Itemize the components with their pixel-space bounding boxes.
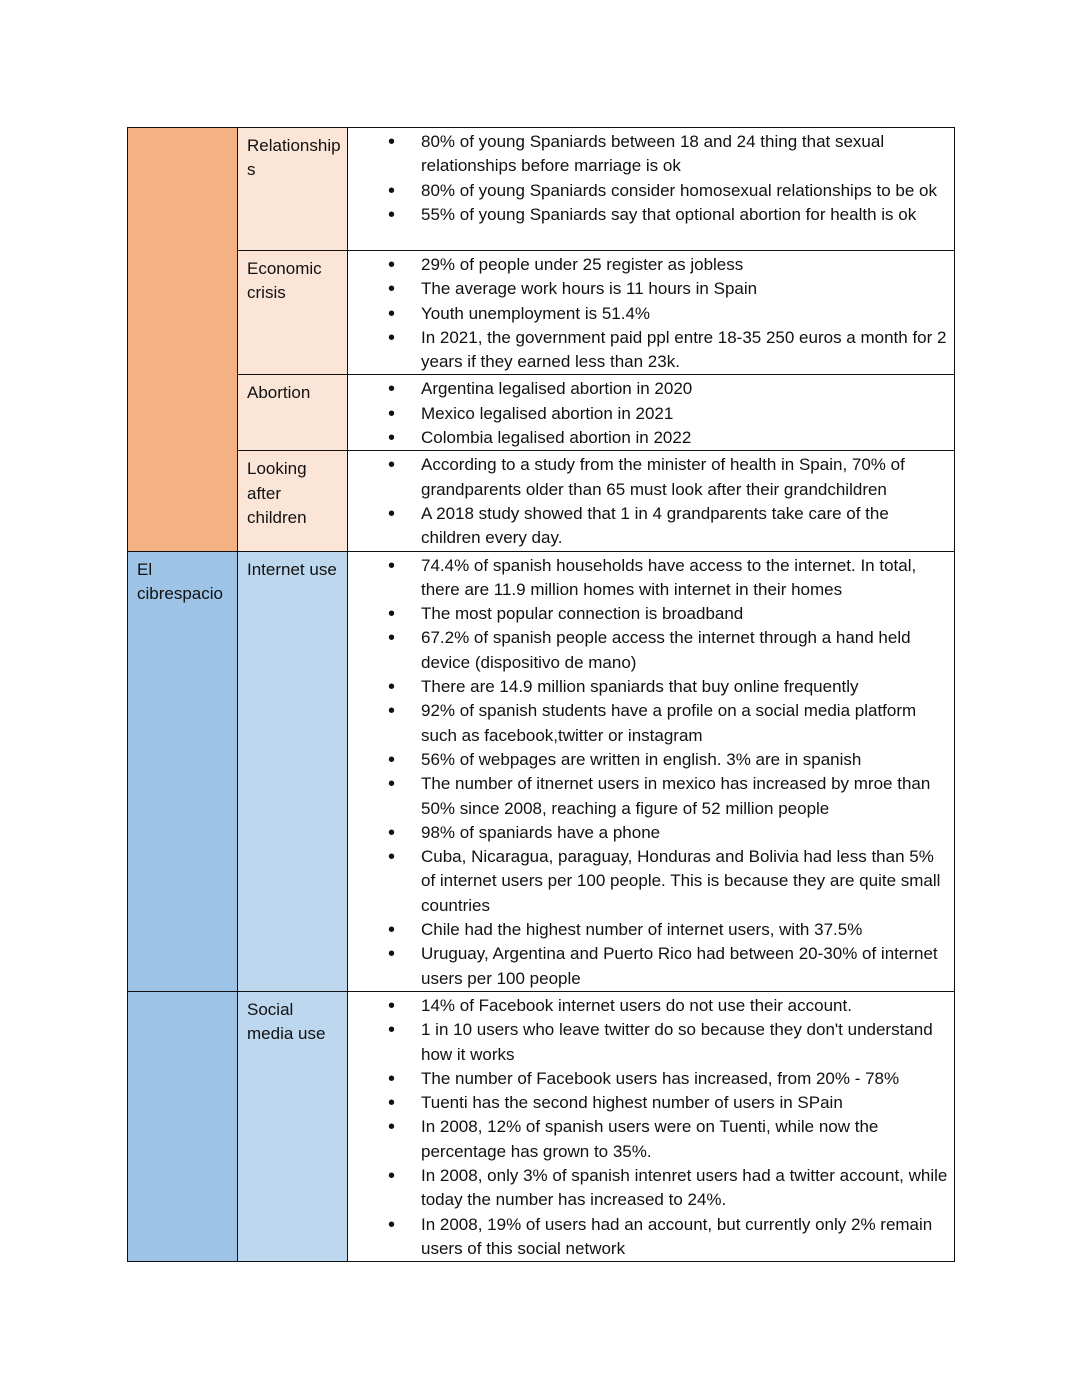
points-cell xyxy=(348,991,955,1261)
bullet-list xyxy=(348,253,950,374)
table-row xyxy=(128,991,955,1261)
notes-table xyxy=(127,127,955,1262)
bullet-list xyxy=(348,130,950,227)
list-item: • 80% of young Spaniards between 18 and 24 thing that sexual relationships before marriage is ok xyxy=(348,130,950,179)
list-item: • 29% of people under 25 register as jobless xyxy=(348,253,950,277)
list-item: • The most popular connection is broadband xyxy=(348,602,950,626)
topic-cell xyxy=(128,991,238,1261)
points-cell xyxy=(348,128,955,251)
points-cell xyxy=(348,451,955,551)
table-row xyxy=(128,128,955,251)
list-item: • 98% of spaniards have a phone xyxy=(348,821,950,845)
list-item: • According to a study from the minister of health in Spain, 70% of grandparents older than 65 must look after their grandchildren xyxy=(348,453,950,502)
list-item: • The number of Facebook users has increased, from 20% - 78% xyxy=(348,1067,950,1091)
list-item: • Argentina legalised abortion in 2020 xyxy=(348,377,950,401)
list-item: • Uruguay, Argentina and Puerto Rico had between 20-30% of internet users per 100 people xyxy=(348,942,950,991)
list-item: • There are 14.9 million spaniards that buy online frequently xyxy=(348,675,950,699)
subtopic-label: Looking after children xyxy=(247,459,307,527)
list-item: • 56% of webpages are written in english. 3% are in spanish xyxy=(348,748,950,772)
subtopic-label: Economic crisis xyxy=(247,259,322,303)
bullet-list xyxy=(348,453,950,550)
subtopic-cell xyxy=(238,128,348,251)
topic-label: El cibrespacio xyxy=(137,559,223,603)
list-item: • 14% of Facebook internet users do not use their account. xyxy=(348,994,950,1018)
subtopic-cell xyxy=(238,451,348,551)
bullet-list xyxy=(348,554,950,991)
list-item: • Mexico legalised abortion in 2021 xyxy=(348,402,950,426)
subtopic-label: Relationships xyxy=(247,136,341,180)
subtopic-label: Abortion xyxy=(247,383,311,403)
list-item: • Tuenti has the second highest number of users in SPain xyxy=(348,1091,950,1115)
list-item: • 55% of young Spaniards say that optional abortion for health is ok xyxy=(348,203,950,227)
subtopic-label: Social media use xyxy=(247,999,326,1044)
subtopic-cell xyxy=(238,551,348,991)
table-row xyxy=(128,251,955,375)
bullet-list xyxy=(348,377,950,450)
list-item: • 92% of spanish students have a profile on a social media platform such as facebook,twitter or instagram xyxy=(348,699,950,748)
list-item: • 67.2% of spanish people access the internet through a hand held device (dispositivo de mano) xyxy=(348,626,950,675)
list-item: • 1 in 10 users who leave twitter do so because they don't understand how it works xyxy=(348,1018,950,1067)
table-row xyxy=(128,451,955,551)
points-cell xyxy=(348,251,955,375)
list-item: • Chile had the highest number of internet users, with 37.5% xyxy=(348,918,950,942)
list-item: • 80% of young Spaniards consider homosexual relationships to be ok xyxy=(348,179,950,203)
list-item: • 74.4% of spanish households have access to the internet. In total, there are 11.9 million homes with internet in their homes xyxy=(348,554,950,603)
subtopic-cell xyxy=(238,251,348,375)
list-item: • The average work hours is 11 hours in Spain xyxy=(348,277,950,301)
list-item: • A 2018 study showed that 1 in 4 grandparents take care of the children every day. xyxy=(348,502,950,551)
list-item: • In 2008, only 3% of spanish intenret users had a twitter account, while today the number has increased to 24%. xyxy=(348,1164,950,1213)
subtopic-cell xyxy=(238,375,348,451)
table-row xyxy=(128,375,955,451)
table-row xyxy=(128,551,955,991)
list-item: • Cuba, Nicaragua, paraguay, Honduras and Bolivia had less than 5% of internet users per 100 people. This is because they are quite small countries xyxy=(348,845,950,918)
topic-cell xyxy=(128,551,238,991)
subtopic-cell xyxy=(238,991,348,1261)
list-item: • Colombia legalised abortion in 2022 xyxy=(348,426,950,450)
topic-cell xyxy=(128,128,238,552)
list-item: • In 2008, 19% of users had an account, but currently only 2% remain users of this social network xyxy=(348,1213,950,1262)
list-item: • In 2008, 12% of spanish users were on Tuenti, while now the percentage has grown to 35%. xyxy=(348,1115,950,1164)
points-cell xyxy=(348,551,955,991)
bullet-list xyxy=(348,994,950,1261)
list-item: • Youth unemployment is 51.4% xyxy=(348,302,950,326)
list-item: • The number of itnernet users in mexico has increased by mroe than 50% since 2008, reaching a figure of 52 million people xyxy=(348,772,950,821)
list-item: • In 2021, the government paid ppl entre 18-35 250 euros a month for 2 years if they earned less than 23k. xyxy=(348,326,950,375)
subtopic-label: Internet use xyxy=(247,559,337,579)
points-cell xyxy=(348,375,955,451)
